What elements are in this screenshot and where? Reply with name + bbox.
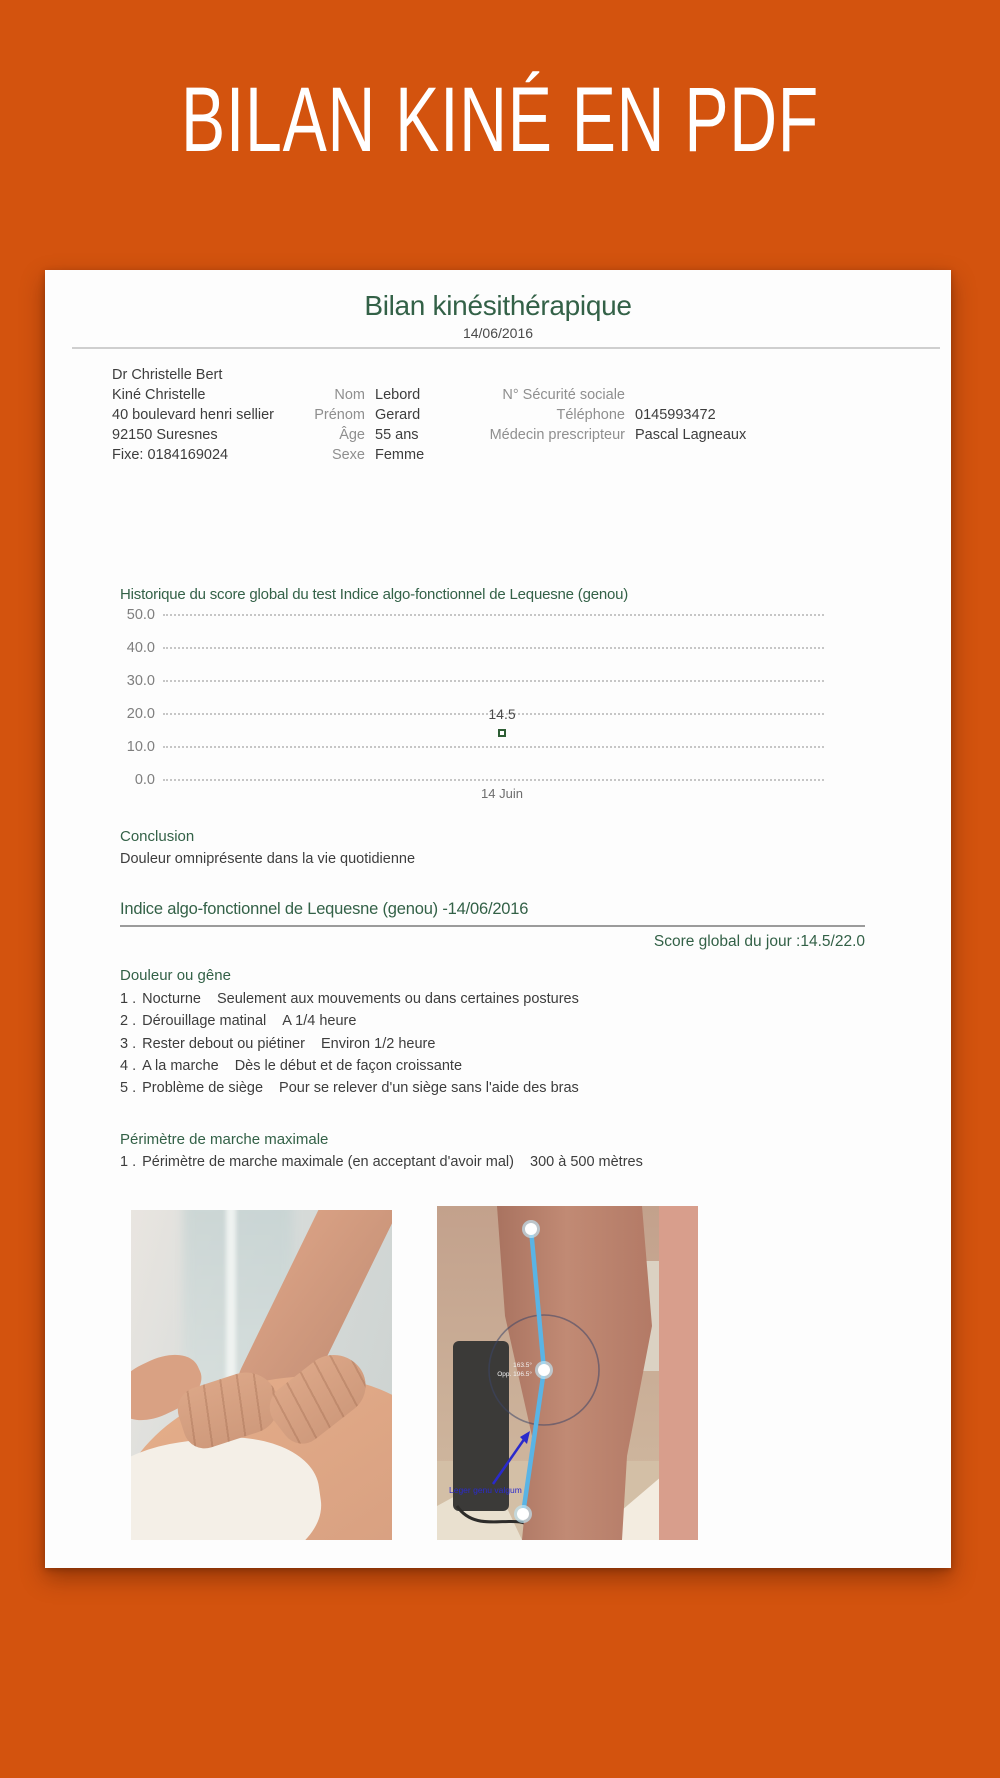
item-question: Rester debout ou piétiner <box>142 1035 305 1052</box>
document-date: 14/06/2016 <box>462 325 534 341</box>
header-divider <box>72 347 940 349</box>
patient-block <box>245 385 424 465</box>
item-number: 1 . <box>120 1154 137 1170</box>
list-item <box>120 1010 579 1032</box>
practitioner-line: Dr Christelle Bert <box>112 367 223 383</box>
item-number: 5 . <box>120 1080 137 1097</box>
y-axis-tick: 50.0 <box>126 607 155 623</box>
walk-item-list <box>120 1151 643 1173</box>
y-axis-tick: 10.0 <box>126 739 155 755</box>
pain-subheading: Douleur ou gêne <box>120 967 231 984</box>
field-value: Gerard <box>375 407 421 423</box>
admin-field-row <box>445 385 746 405</box>
field-label: Prénom <box>314 407 365 423</box>
item-number: 4 . <box>120 1057 137 1074</box>
practitioner-line: 40 boulevard henri sellier <box>112 407 275 423</box>
practitioner-line: 92150 Suresnes <box>112 427 218 443</box>
page-title: BILAN KINÉ EN PDF <box>180 69 819 171</box>
gridline <box>163 746 824 748</box>
field-value: Lebord <box>375 387 421 403</box>
item-answer: Pour se relever d'un siège sans l'aide des bras <box>279 1080 579 1097</box>
y-axis-tick: 0.0 <box>134 772 155 788</box>
goniometer-point <box>538 1364 550 1376</box>
field-value: 0145993472 <box>635 407 716 423</box>
walk-subheading: Périmètre de marche maximale <box>120 1131 329 1148</box>
data-point-label: 14.5 <box>488 706 516 722</box>
field-label: Nom <box>334 387 365 403</box>
practitioner-line: Fixe: 0184169024 <box>112 447 229 463</box>
field-label: Âge <box>339 427 365 443</box>
y-axis-tick: 40.0 <box>126 640 155 656</box>
conclusion-heading: Conclusion <box>120 828 195 845</box>
field-label: Sexe <box>331 447 365 463</box>
item-answer: Dès le début et de façon croissante <box>234 1057 463 1074</box>
patient-field-row <box>245 445 424 465</box>
patient-field-row <box>245 405 424 425</box>
item-question: Dérouillage matinal <box>142 1013 267 1030</box>
admin-field-row <box>445 405 746 425</box>
field-value: Femme <box>375 447 425 463</box>
item-question: Problème de siège <box>142 1080 264 1097</box>
patient-field-row <box>245 425 424 445</box>
item-answer: 300 à 500 mètres <box>530 1154 643 1170</box>
practitioner-line: Kiné Christelle <box>112 387 206 403</box>
angle-opposite-text: Opp. 196.5° <box>497 1371 532 1378</box>
y-axis-tick: 30.0 <box>126 673 155 689</box>
knee-photo-canvas <box>437 1206 698 1540</box>
field-value: Pascal Lagneaux <box>635 427 747 443</box>
y-axis-tick: 20.0 <box>126 706 155 722</box>
chart-title: Historique du score global du test Indice algo-fonctionnel de Lequesne (genou) <box>120 586 629 603</box>
x-axis-tick: 14 Juin <box>481 786 523 801</box>
angle-value-text: 163.5° <box>513 1362 532 1369</box>
patient-field-row <box>245 385 424 405</box>
goniometer-point <box>525 1223 537 1235</box>
pdf-document <box>45 270 951 1568</box>
pain-item-list <box>120 988 579 1099</box>
goniometer-point <box>517 1508 529 1520</box>
section-divider <box>120 925 865 927</box>
field-label: N° Sécurité sociale <box>502 387 625 403</box>
section-heading: Indice algo-fonctionnel de Lequesne (genou) -14/06/2016 <box>120 900 529 918</box>
item-answer: Environ 1/2 heure <box>320 1035 436 1052</box>
field-value: 55 ans <box>375 427 419 443</box>
list-item <box>120 1055 579 1077</box>
data-point-marker <box>498 729 506 737</box>
item-number: 1 . <box>120 991 137 1007</box>
item-question: Nocturne <box>142 991 201 1007</box>
conclusion-text: Douleur omniprésente dans la vie quotidienne <box>120 851 416 867</box>
knee-goniometry-photo <box>437 1206 698 1540</box>
valgum-label: Leger genu valgum <box>449 1485 522 1495</box>
gridline <box>163 680 824 682</box>
list-item <box>120 1033 579 1055</box>
item-answer: Seulement aux mouvements ou dans certaines postures <box>216 991 579 1007</box>
list-item <box>120 988 579 1010</box>
chart-gridline-row <box>45 607 951 623</box>
massage-photo <box>131 1210 392 1540</box>
admin-field-row <box>445 425 746 445</box>
item-question: Périmètre de marche maximale (en acceptant d'avoir mal) <box>142 1154 514 1170</box>
score-global: Score global du jour :14.5/22.0 <box>653 933 865 950</box>
item-number: 2 . <box>120 1013 137 1030</box>
gridline <box>163 647 824 649</box>
item-answer: A 1/4 heure <box>282 1013 357 1030</box>
chart-gridline-row <box>45 739 951 755</box>
field-label: Téléphone <box>556 407 625 423</box>
gridline <box>163 614 824 616</box>
field-label: Médecin prescripteur <box>489 427 625 443</box>
list-item <box>120 1151 643 1173</box>
item-question: A la marche <box>142 1057 219 1074</box>
gridline <box>163 779 824 781</box>
list-item <box>120 1077 579 1099</box>
chart-gridline-row <box>45 673 951 689</box>
document-title: Bilan kinésithérapique <box>364 290 632 321</box>
admin-block <box>445 385 746 445</box>
photo-second-leg <box>659 1206 698 1540</box>
item-number: 3 . <box>120 1035 137 1052</box>
chart-gridline-row <box>45 640 951 656</box>
